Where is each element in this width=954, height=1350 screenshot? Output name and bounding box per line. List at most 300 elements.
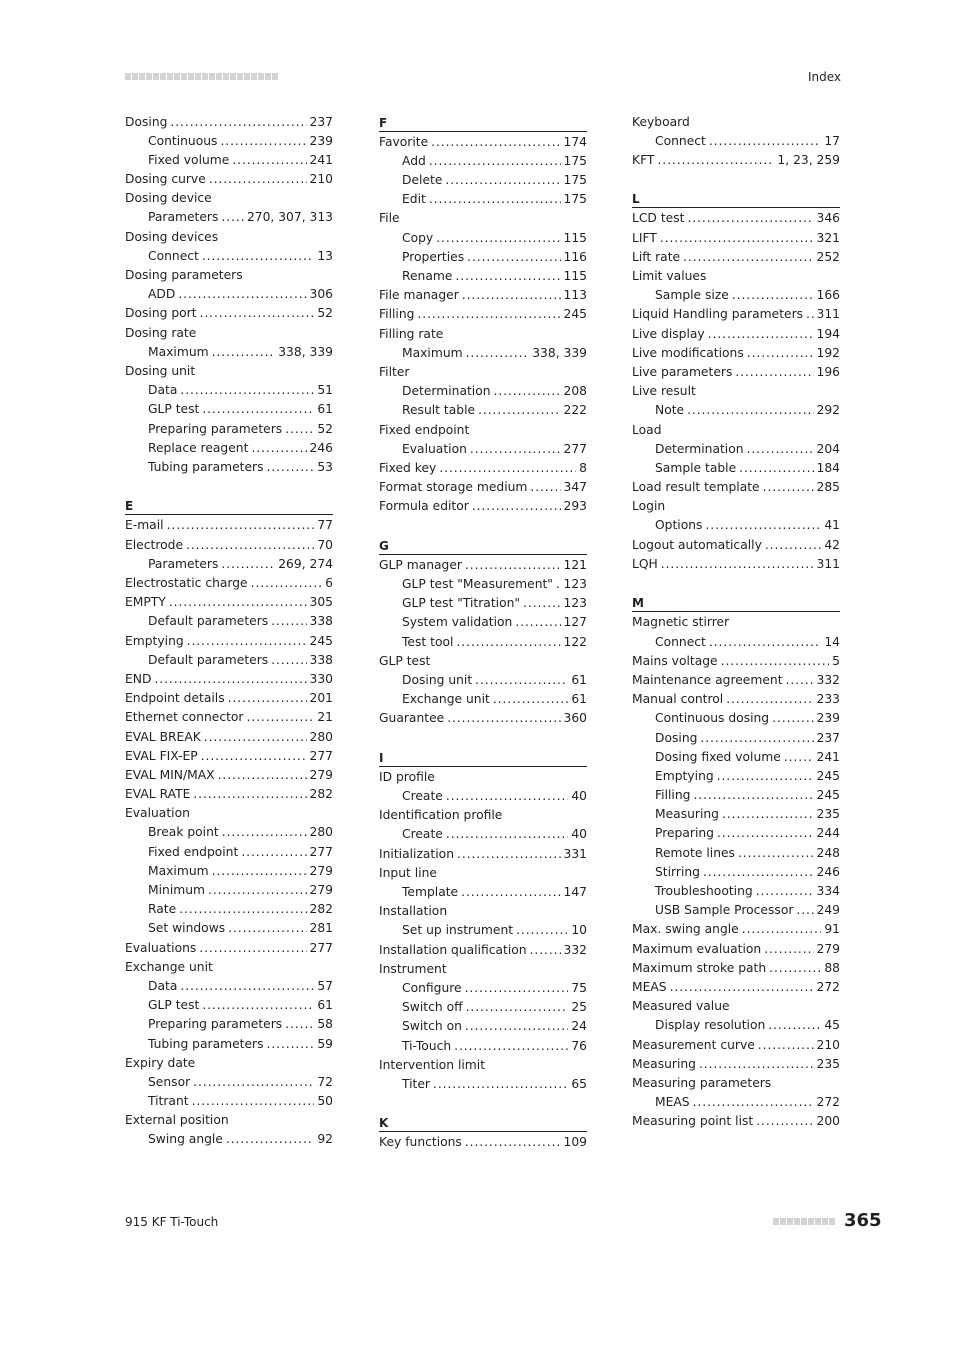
dot-leader bbox=[738, 844, 814, 863]
decoration-block bbox=[773, 1218, 779, 1225]
entry-page-ref: 61 bbox=[317, 998, 333, 1013]
dot-leader bbox=[717, 824, 814, 843]
entry-term: Sample size bbox=[655, 288, 729, 303]
dot-leader bbox=[220, 132, 306, 151]
dot-leader bbox=[431, 133, 560, 152]
entry-term: Determination bbox=[655, 441, 744, 456]
index-heading-entry: Load bbox=[632, 422, 662, 437]
entry-term: Options bbox=[655, 518, 703, 533]
entry-term: Data bbox=[148, 383, 178, 398]
dot-leader bbox=[466, 344, 530, 363]
entry-page-ref: 332 bbox=[563, 942, 587, 957]
index-subentry bbox=[632, 401, 840, 420]
entry-term: Stirring bbox=[655, 864, 700, 879]
entry-page-ref: 241 bbox=[816, 749, 840, 764]
index-heading-entry: Intervention limit bbox=[379, 1057, 486, 1072]
dot-leader bbox=[429, 152, 561, 171]
dot-leader bbox=[717, 767, 814, 786]
index-subentry bbox=[379, 825, 587, 844]
index-entry bbox=[632, 305, 840, 324]
index-subentry bbox=[125, 381, 333, 400]
entry-page-ref: 245 bbox=[309, 633, 333, 648]
index-subentry bbox=[379, 1037, 587, 1056]
index-entry bbox=[125, 113, 333, 132]
entry-page-ref: 246 bbox=[309, 440, 333, 455]
entry-term: Liquid Handling parameters bbox=[632, 307, 804, 322]
dot-leader bbox=[193, 1073, 314, 1092]
dot-leader bbox=[456, 633, 560, 652]
dot-leader bbox=[202, 996, 314, 1015]
entry-page-ref: 72 bbox=[317, 1074, 333, 1089]
index-letter-heading: G bbox=[379, 536, 587, 555]
dot-leader bbox=[784, 748, 814, 767]
entry-page-ref: 13 bbox=[317, 248, 333, 263]
dot-leader bbox=[246, 708, 314, 727]
dot-leader bbox=[202, 400, 314, 419]
index-subentry bbox=[379, 883, 587, 902]
dot-leader bbox=[200, 304, 315, 323]
dot-leader bbox=[241, 843, 306, 862]
entry-page-ref: 201 bbox=[309, 691, 333, 706]
entry-page-ref: 338, 339 bbox=[278, 344, 333, 359]
index-entry bbox=[632, 248, 840, 267]
section-gap bbox=[379, 516, 587, 535]
dot-leader bbox=[742, 920, 822, 939]
entry-page-ref: 70 bbox=[317, 537, 333, 552]
dot-leader bbox=[763, 478, 814, 497]
entry-term: LCD test bbox=[632, 211, 685, 226]
entry-term: Switch on bbox=[402, 1019, 462, 1034]
index-entry bbox=[125, 304, 333, 323]
entry-term: Measuring point list bbox=[632, 1114, 754, 1129]
dot-leader bbox=[226, 1130, 314, 1149]
entry-page-ref: 113 bbox=[563, 288, 587, 303]
index-heading-entry: Live result bbox=[632, 384, 696, 399]
entry-page-ref: 121 bbox=[563, 557, 587, 572]
dot-leader bbox=[251, 439, 306, 458]
index-subentry bbox=[125, 1073, 333, 1092]
dot-leader bbox=[769, 959, 821, 978]
entry-page-ref: 332 bbox=[816, 672, 840, 687]
decoration-block bbox=[181, 73, 187, 80]
entry-term: Guarantee bbox=[379, 711, 445, 726]
decoration-block bbox=[265, 73, 271, 80]
entry-term: Titrant bbox=[148, 1094, 189, 1109]
index-entry bbox=[379, 497, 587, 516]
dot-leader bbox=[465, 556, 561, 575]
entry-term: EVAL BREAK bbox=[125, 729, 201, 744]
entry-term: Determination bbox=[402, 384, 491, 399]
index-entry bbox=[125, 574, 333, 593]
index-heading-entry: Input line bbox=[379, 865, 437, 880]
dot-leader bbox=[764, 940, 813, 959]
entry-term: Maintenance agreement bbox=[632, 672, 783, 687]
entry-term: Evaluations bbox=[125, 940, 197, 955]
entry-page-ref: 281 bbox=[309, 921, 333, 936]
entry-term: GLP test bbox=[148, 402, 200, 417]
dot-leader bbox=[232, 151, 306, 170]
entry-page-ref: 280 bbox=[309, 729, 333, 744]
index-subentry bbox=[125, 919, 333, 938]
index-entry bbox=[632, 344, 840, 363]
entry-term: Set windows bbox=[148, 921, 226, 936]
dot-leader bbox=[433, 1075, 568, 1094]
index-entry bbox=[125, 728, 333, 747]
index-subentry bbox=[379, 382, 587, 401]
dot-leader bbox=[445, 171, 560, 190]
section-gap bbox=[632, 170, 840, 189]
entry-page-ref: 321 bbox=[816, 230, 840, 245]
entry-page-ref: 6 bbox=[325, 576, 333, 590]
index-heading-entry: Expiry date bbox=[125, 1055, 196, 1070]
dot-leader bbox=[772, 709, 813, 728]
index-heading-entry: Dosing devices bbox=[125, 229, 219, 244]
dot-leader bbox=[218, 766, 307, 785]
index-entry bbox=[632, 209, 840, 228]
dot-leader bbox=[154, 670, 306, 689]
entry-term: Dosing bbox=[655, 730, 698, 745]
dot-leader bbox=[687, 209, 813, 228]
dot-leader bbox=[178, 285, 306, 304]
index-entry bbox=[379, 478, 587, 497]
entry-term: Initialization bbox=[379, 846, 454, 861]
index-heading-entry: Identification profile bbox=[379, 808, 503, 823]
index-subentry bbox=[379, 575, 587, 594]
decoration-block bbox=[272, 73, 278, 80]
dot-leader bbox=[683, 248, 813, 267]
dot-leader bbox=[516, 921, 568, 940]
entry-term: Maximum bbox=[148, 863, 209, 878]
index-entry bbox=[379, 709, 587, 728]
entry-term: Dosing curve bbox=[125, 172, 206, 187]
entry-term: USB Sample Processor bbox=[655, 903, 794, 918]
entry-term: Endpoint details bbox=[125, 691, 225, 706]
entry-term: Switch off bbox=[402, 1000, 463, 1015]
dot-leader bbox=[722, 805, 814, 824]
dot-leader bbox=[660, 229, 814, 248]
entry-page-ref: 166 bbox=[816, 288, 840, 303]
entry-page-ref: 239 bbox=[816, 711, 840, 726]
decoration-block bbox=[251, 73, 257, 80]
index-subentry bbox=[125, 151, 333, 170]
dot-leader bbox=[212, 343, 276, 362]
entry-term: EVAL MIN/MAX bbox=[125, 767, 215, 782]
index-subentry bbox=[632, 805, 840, 824]
index-heading-entry: Dosing rate bbox=[125, 325, 197, 340]
entry-term: Dosing bbox=[125, 114, 168, 129]
dot-leader bbox=[478, 401, 560, 420]
entry-term: Connect bbox=[655, 133, 706, 148]
entry-term: Preparing parameters bbox=[148, 1017, 283, 1032]
index-entry bbox=[632, 959, 840, 978]
dot-leader bbox=[472, 497, 561, 516]
decoration-block bbox=[153, 73, 159, 80]
dot-leader bbox=[670, 978, 814, 997]
entry-page-ref: 277 bbox=[309, 748, 333, 763]
section-gap bbox=[125, 477, 333, 496]
entry-term: Logout automatically bbox=[632, 537, 762, 552]
entry-term: Emptying bbox=[655, 768, 714, 783]
dot-leader bbox=[462, 286, 561, 305]
decoration-block bbox=[160, 73, 166, 80]
index-subentry bbox=[125, 900, 333, 919]
index-subentry bbox=[632, 1016, 840, 1035]
dot-leader bbox=[271, 612, 306, 631]
dot-leader bbox=[739, 459, 813, 478]
index-entry bbox=[379, 845, 587, 864]
dot-leader bbox=[475, 671, 568, 690]
entry-term: Live display bbox=[632, 326, 705, 341]
entry-page-ref: 57 bbox=[317, 978, 333, 993]
index-entry bbox=[632, 920, 840, 939]
entry-term: System validation bbox=[402, 615, 513, 630]
index-heading-entry: File bbox=[379, 211, 400, 226]
entry-page-ref: 222 bbox=[563, 403, 587, 418]
dot-leader bbox=[708, 325, 814, 344]
dot-leader bbox=[735, 363, 813, 382]
index-heading-entry: Magnetic stirrer bbox=[632, 615, 730, 630]
entry-page-ref: 14 bbox=[824, 634, 840, 649]
entry-page-ref: 88 bbox=[824, 960, 840, 975]
dot-leader bbox=[515, 613, 560, 632]
dot-leader bbox=[267, 458, 315, 477]
entry-page-ref: 65 bbox=[571, 1076, 587, 1091]
entry-term: Key functions bbox=[379, 1135, 462, 1150]
dot-leader bbox=[523, 594, 560, 613]
decoration-block bbox=[195, 73, 201, 80]
dot-leader bbox=[765, 536, 821, 555]
entry-page-ref: 338 bbox=[309, 652, 333, 667]
entry-page-ref: 123 bbox=[563, 596, 587, 611]
index-letter-heading: M bbox=[632, 593, 840, 612]
entry-page-ref: 277 bbox=[309, 940, 333, 955]
entry-page-ref: 91 bbox=[824, 922, 840, 937]
entry-page-ref: 360 bbox=[563, 711, 587, 726]
index-entry bbox=[632, 229, 840, 248]
index-subentry bbox=[632, 824, 840, 843]
index-subentry bbox=[632, 786, 840, 805]
decoration-block bbox=[125, 73, 131, 80]
entry-term: Data bbox=[148, 978, 178, 993]
dot-leader bbox=[193, 785, 306, 804]
dot-leader bbox=[756, 1112, 813, 1131]
index-subentry bbox=[125, 247, 333, 266]
entry-page-ref: 127 bbox=[563, 615, 587, 630]
entry-page-ref: 279 bbox=[816, 941, 840, 956]
entry-page-ref: 252 bbox=[816, 249, 840, 264]
entry-term: Delete bbox=[402, 173, 443, 188]
index-subentry bbox=[379, 671, 587, 690]
entry-term: Edit bbox=[402, 192, 426, 207]
index-entry bbox=[379, 1133, 587, 1152]
dot-leader bbox=[470, 440, 561, 459]
entry-term: Rename bbox=[402, 269, 453, 283]
index-column-2 bbox=[379, 113, 587, 1153]
entry-page-ref: 235 bbox=[816, 807, 840, 822]
dot-leader bbox=[465, 1017, 568, 1036]
index-entry bbox=[125, 516, 333, 535]
dot-leader bbox=[228, 919, 306, 938]
entry-term: Create bbox=[402, 827, 443, 842]
index-subentry bbox=[632, 863, 840, 882]
entry-term: MEAS bbox=[632, 979, 667, 994]
dot-leader bbox=[465, 1133, 561, 1152]
index-subentry bbox=[632, 459, 840, 478]
index-subentry bbox=[379, 633, 587, 652]
dot-leader bbox=[756, 882, 814, 901]
entry-page-ref: 25 bbox=[571, 1000, 587, 1015]
index-subentry bbox=[125, 439, 333, 458]
dot-leader bbox=[186, 536, 314, 555]
entry-page-ref: 194 bbox=[816, 326, 840, 341]
entry-term: Continuous dosing bbox=[655, 711, 770, 726]
entry-page-ref: 249 bbox=[816, 903, 840, 918]
index-entry bbox=[125, 939, 333, 958]
dot-leader bbox=[703, 863, 814, 882]
entry-page-ref: 246 bbox=[816, 864, 840, 879]
entry-page-ref: 282 bbox=[309, 787, 333, 802]
index-heading-entry: Login bbox=[632, 499, 666, 514]
entry-term: Note bbox=[655, 403, 685, 418]
section-gap bbox=[379, 1094, 587, 1113]
entry-term: Swing angle bbox=[148, 1132, 223, 1147]
entry-term: Template bbox=[402, 885, 459, 899]
index-subentry bbox=[379, 690, 587, 709]
entry-page-ref: 21 bbox=[317, 710, 333, 725]
index-heading-entry: Dosing parameters bbox=[125, 268, 243, 282]
decoration-block bbox=[808, 1218, 814, 1225]
section-gap bbox=[632, 574, 840, 593]
index-entry bbox=[125, 766, 333, 785]
index-subentry bbox=[379, 171, 587, 190]
entry-page-ref: 331 bbox=[563, 846, 587, 861]
index-heading-entry: Measuring parameters bbox=[632, 1075, 772, 1090]
dot-leader bbox=[209, 170, 307, 189]
entry-term: Replace reagent bbox=[148, 440, 249, 455]
decoration-block bbox=[209, 73, 215, 80]
index-subentry bbox=[379, 152, 587, 171]
entry-term: Maximum bbox=[402, 345, 463, 360]
entry-term: Continuous bbox=[148, 133, 218, 148]
decoration-block bbox=[244, 73, 250, 80]
entry-term: Parameters bbox=[148, 210, 219, 225]
entry-term: Electrostatic charge bbox=[125, 576, 248, 590]
dot-leader bbox=[705, 516, 821, 535]
dot-leader bbox=[454, 1037, 568, 1056]
index-letter-heading: E bbox=[125, 496, 333, 515]
entry-term: Configure bbox=[402, 980, 462, 995]
index-entry bbox=[632, 1036, 840, 1055]
entry-page-ref: 174 bbox=[563, 134, 587, 149]
entry-page-ref: 204 bbox=[816, 441, 840, 456]
decoration-block bbox=[822, 1218, 828, 1225]
entry-term: Titer bbox=[402, 1076, 430, 1091]
section-gap bbox=[379, 729, 587, 748]
decoration-block bbox=[139, 73, 145, 80]
dot-leader bbox=[199, 939, 306, 958]
decoration-block bbox=[167, 73, 173, 80]
entry-page-ref: 279 bbox=[309, 767, 333, 782]
dot-leader bbox=[180, 977, 314, 996]
index-subentry bbox=[379, 267, 587, 286]
entry-term: Fixed key bbox=[379, 460, 437, 475]
index-subentry bbox=[125, 977, 333, 996]
index-heading-entry: Dosing device bbox=[125, 191, 212, 206]
index-entry bbox=[632, 1055, 840, 1074]
section-title: Index bbox=[807, 70, 841, 84]
entry-page-ref: 338 bbox=[309, 614, 333, 629]
index-column-3 bbox=[632, 113, 840, 1132]
entry-page-ref: 272 bbox=[816, 1095, 840, 1110]
index-subentry bbox=[125, 208, 333, 227]
entry-term: Copy bbox=[402, 230, 434, 245]
entry-page-ref: 61 bbox=[571, 672, 587, 687]
entry-term: Tubing parameters bbox=[148, 459, 264, 474]
index-subentry bbox=[379, 440, 587, 459]
index-entry bbox=[379, 556, 587, 575]
index-entry bbox=[632, 940, 840, 959]
entry-term: Sample table bbox=[655, 460, 737, 475]
index-subentry bbox=[125, 420, 333, 439]
entry-term: Electrode bbox=[125, 537, 184, 552]
entry-page-ref: 50 bbox=[317, 1094, 333, 1109]
index-entry bbox=[379, 459, 587, 478]
entry-page-ref: 196 bbox=[816, 364, 840, 379]
dot-leader bbox=[285, 420, 314, 439]
entry-page-ref: 244 bbox=[816, 826, 840, 841]
index-letter-heading: L bbox=[632, 189, 840, 208]
dot-leader bbox=[439, 459, 576, 478]
footer-product-name: 915 KF Ti-Touch bbox=[125, 1215, 219, 1229]
entry-page-ref: 277 bbox=[309, 844, 333, 859]
header-decoration bbox=[125, 73, 278, 80]
entry-page-ref: 52 bbox=[317, 421, 333, 436]
entry-page-ref: 200 bbox=[816, 1114, 840, 1129]
index-subentry bbox=[632, 844, 840, 863]
index-subentry bbox=[125, 555, 333, 574]
decoration-block bbox=[829, 1218, 835, 1225]
entry-term: Load result template bbox=[632, 480, 760, 495]
index-entry bbox=[632, 652, 840, 671]
entry-term: Maximum bbox=[148, 344, 209, 359]
decoration-block bbox=[202, 73, 208, 80]
entry-page-ref: 305 bbox=[309, 595, 333, 610]
entry-page-ref: 210 bbox=[816, 1037, 840, 1052]
index-subentry bbox=[632, 1093, 840, 1112]
entry-term: Mains voltage bbox=[632, 653, 718, 668]
decoration-block bbox=[132, 73, 138, 80]
index-entry bbox=[379, 305, 587, 324]
index-entry bbox=[632, 978, 840, 997]
index-subentry bbox=[379, 979, 587, 998]
entry-term: Filling bbox=[379, 307, 415, 322]
entry-term: Default parameters bbox=[148, 652, 269, 667]
index-subentry bbox=[125, 1035, 333, 1054]
entry-page-ref: 248 bbox=[816, 845, 840, 860]
index-subentry bbox=[125, 132, 333, 151]
index-heading-entry: GLP test bbox=[379, 653, 431, 668]
dot-leader bbox=[222, 823, 307, 842]
entry-term: Connect bbox=[655, 634, 706, 649]
entry-page-ref: 245 bbox=[563, 307, 587, 322]
index-subentry bbox=[379, 401, 587, 420]
entry-page-ref: 122 bbox=[563, 634, 587, 649]
entry-page-ref: 285 bbox=[816, 480, 840, 495]
entry-term: KFT bbox=[632, 152, 655, 167]
dot-leader bbox=[700, 729, 813, 748]
entry-term: ADD bbox=[148, 287, 176, 302]
entry-page-ref: 334 bbox=[816, 884, 840, 898]
